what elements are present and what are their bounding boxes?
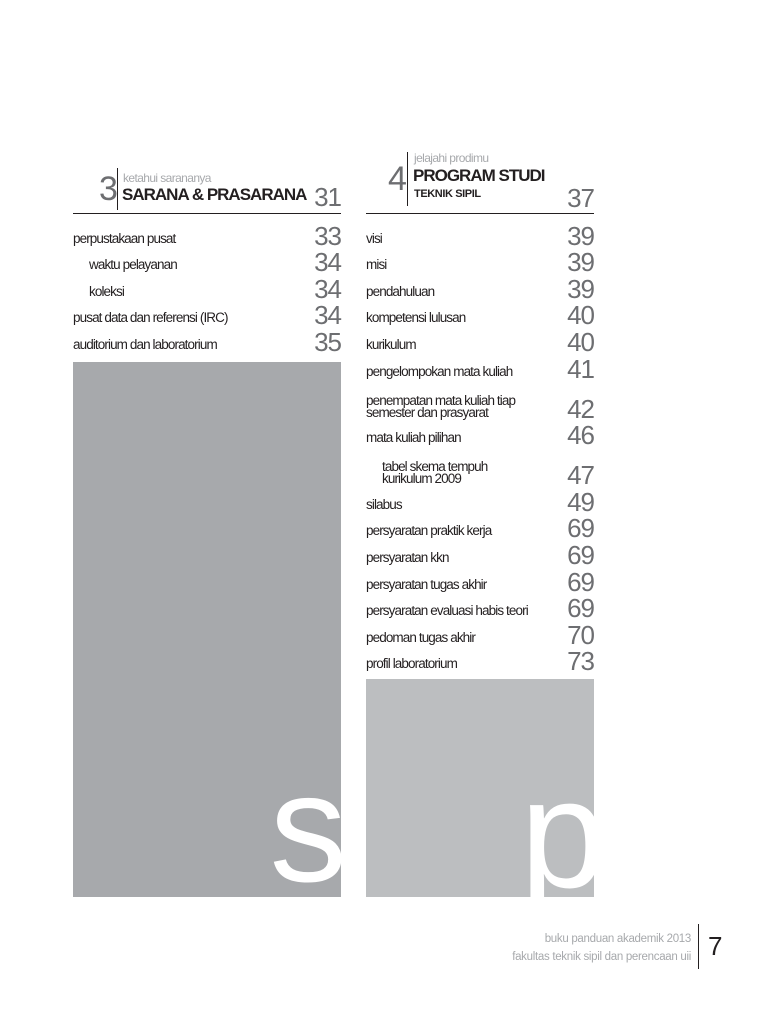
- toc-item-page: 47: [567, 460, 594, 491]
- toc-item-page: 40: [567, 326, 594, 357]
- toc-item[interactable]: [73, 275, 341, 302]
- toc-item-page: 69: [567, 539, 594, 570]
- toc-item[interactable]: [366, 275, 594, 302]
- section-header: [366, 150, 594, 214]
- toc-item[interactable]: [73, 302, 341, 329]
- toc-list: [366, 220, 594, 677]
- toc-item-label: persyaratan praktik kerja: [366, 523, 492, 539]
- toc-item-page: 46: [567, 420, 594, 451]
- toc-item-label: kompetensi lulusan: [366, 310, 466, 326]
- toc-item[interactable]: [366, 595, 594, 622]
- toc-item-page: 35: [314, 326, 341, 357]
- section-title: PROGRAM STUDI: [413, 166, 545, 185]
- section-subtitle: TEKNIK SIPIL: [414, 188, 481, 200]
- toc-item[interactable]: [366, 488, 594, 515]
- block-letter: p: [520, 747, 607, 920]
- toc-item[interactable]: [366, 328, 594, 355]
- toc-item-label: pedoman tugas akhir: [366, 629, 475, 645]
- section-title: SARANA & PRASARANA: [122, 185, 307, 204]
- header-divider: [407, 152, 408, 206]
- toc-item-label: persyaratan tugas akhir: [366, 576, 487, 592]
- toc-item-label: tabel skema tempuh kurikulum 2009: [382, 459, 488, 487]
- toc-section-program-studi: [366, 150, 594, 677]
- toc-item[interactable]: [366, 648, 594, 675]
- toc-item-page: 69: [567, 593, 594, 624]
- toc-item-page: 34: [314, 300, 341, 331]
- toc-item[interactable]: [73, 328, 341, 355]
- toc-item-label: perpustakaan pusat: [73, 230, 176, 246]
- decorative-block-sarana: [73, 362, 347, 914]
- toc-item-page: 33: [314, 220, 341, 251]
- toc-section-sarana: [73, 150, 341, 355]
- toc-item[interactable]: [366, 515, 594, 542]
- toc-item-page: 39: [567, 273, 594, 304]
- section-number: 3: [99, 170, 117, 208]
- toc-item[interactable]: [366, 302, 594, 329]
- toc-item[interactable]: [73, 249, 341, 276]
- toc-item-label: silabus: [366, 496, 402, 512]
- toc-item-page: 70: [567, 619, 594, 650]
- toc-item-label: persyaratan evaluasi habis teori: [366, 603, 528, 619]
- toc-item-page: 40: [567, 300, 594, 331]
- page-number: 7: [708, 931, 723, 961]
- toc-item[interactable]: [366, 422, 594, 449]
- toc-item-label: mata kuliah pilihan: [366, 430, 461, 446]
- section-kicker: jelajahi prodimu: [414, 151, 489, 165]
- page-footer: [512, 930, 691, 966]
- toc-item[interactable]: [366, 541, 594, 568]
- toc-item[interactable]: [366, 448, 594, 491]
- toc-item-label: koleksi: [89, 283, 124, 299]
- footer-book-title: buku panduan akademik 2013: [544, 933, 691, 945]
- section-header: [73, 150, 341, 214]
- section-kicker: ketahui sarananya: [123, 171, 211, 185]
- toc-item-label: misi: [366, 257, 387, 273]
- toc-item-label: persyaratan kkn: [366, 549, 449, 565]
- section-page: 37: [567, 183, 594, 213]
- toc-item-page: 73: [567, 646, 594, 677]
- toc-item[interactable]: [366, 249, 594, 276]
- toc-item-label: pendahuluan: [366, 283, 435, 299]
- toc-item[interactable]: [73, 222, 341, 249]
- toc-item-page: 69: [567, 513, 594, 544]
- toc-item[interactable]: [366, 355, 594, 382]
- toc-item-page: 39: [567, 220, 594, 251]
- toc-item[interactable]: [366, 568, 594, 595]
- toc-item[interactable]: [366, 621, 594, 648]
- toc-item-page: 69: [567, 566, 594, 597]
- toc-item-page: 39: [567, 247, 594, 278]
- toc-item-page: 49: [567, 486, 594, 517]
- toc-item-label: auditorium dan laboratorium: [73, 336, 217, 352]
- toc-item-page: 41: [567, 353, 594, 384]
- decorative-block-program-studi: [366, 679, 607, 920]
- toc-item-page: 42: [567, 393, 594, 424]
- toc-item-label: waktu pelayanan: [89, 257, 177, 273]
- toc-item-page: 34: [314, 273, 341, 304]
- toc-item[interactable]: [366, 382, 594, 422]
- toc-item-label: penempatan mata kuliah tiap semester dan prasyarat: [366, 392, 516, 420]
- toc-item-label: pusat data dan referensi (IRC): [73, 310, 228, 326]
- section-page: 31: [314, 182, 341, 212]
- toc-item-label: pengelompokan mata kuliah: [366, 363, 513, 379]
- footer-divider: [698, 924, 699, 969]
- toc-item-page: 34: [314, 247, 341, 278]
- toc-item-label: kurikulum: [366, 336, 416, 352]
- section-number: 4: [388, 160, 406, 198]
- header-divider: [117, 168, 118, 210]
- toc-item-label: visi: [366, 230, 382, 246]
- footer-faculty: fakultas teknik sipil dan perencaan uii: [512, 951, 691, 963]
- block-letter: s: [269, 741, 347, 914]
- toc-item[interactable]: [366, 222, 594, 249]
- toc-item-label: profil laboratorium: [366, 656, 457, 672]
- toc-list: [73, 222, 341, 355]
